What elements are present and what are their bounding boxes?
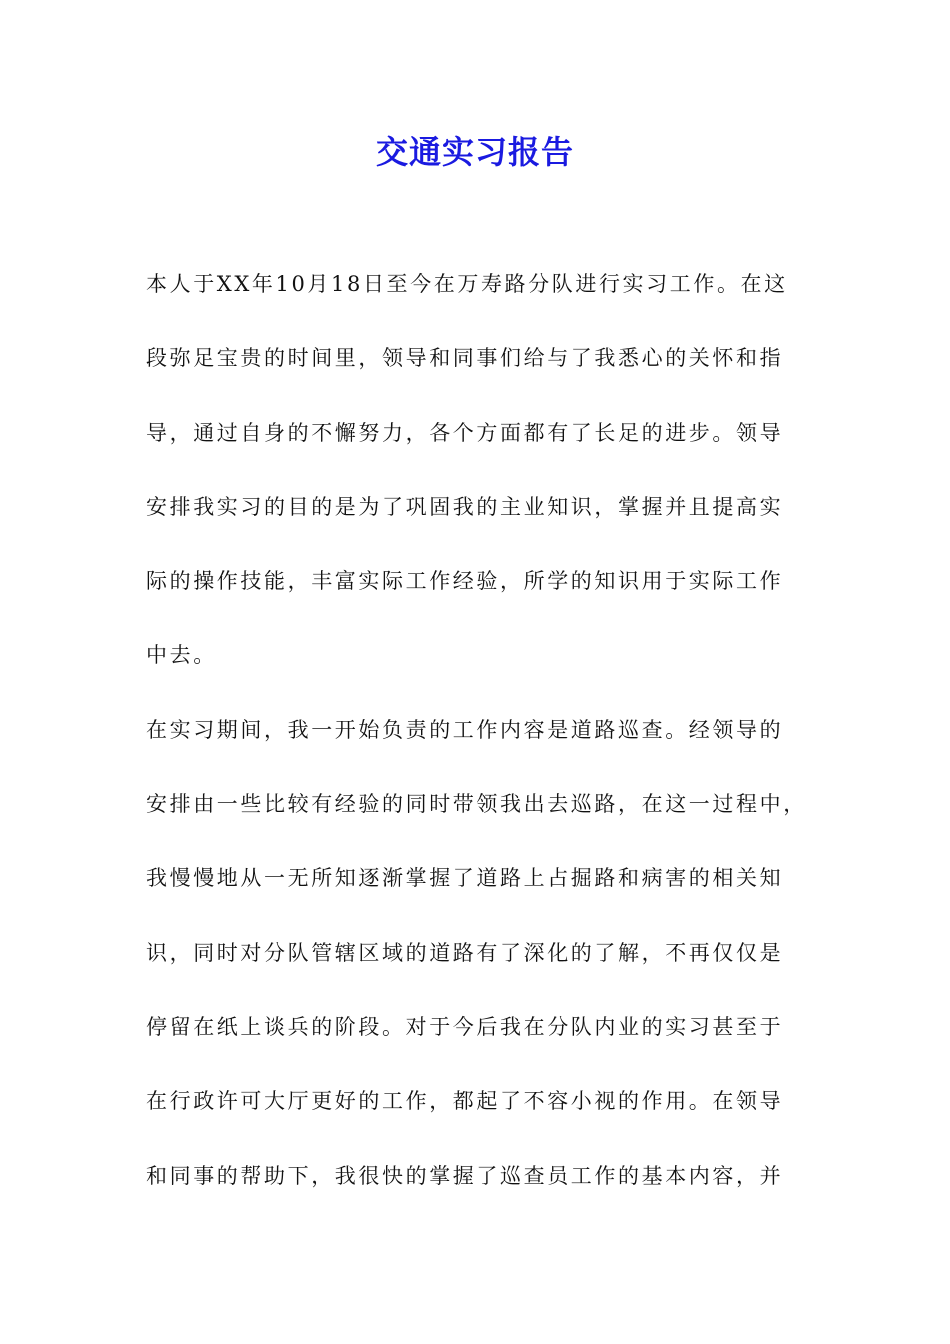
text-line: 安排我实习的目的是为了巩固我的主业知识，掌握并且提高实 (146, 494, 784, 519)
text-line: 导，通过自身的不懈努力，各个方面都有了长足的进步。领导 (146, 420, 784, 445)
text-line: 段弥足宝贵的时间里，领导和同事们给与了我悉心的关怀和指 (146, 346, 784, 371)
text-line: 本人于XX年10月18日至今在万寿路分队进行实习工作。在这 (146, 272, 788, 296)
text-line: 际的操作技能，丰富实际工作经验，所学的知识用于实际工作 (146, 569, 784, 594)
text-line: 停留在纸上谈兵的阶段。对于今后我在分队内业的实习甚至于 (146, 1014, 784, 1039)
text-line: 在行政许可大厅更好的工作，都起了不容小视的作用。在领导 (146, 1089, 784, 1114)
text-line: 我慢慢地从一无所知逐渐掌握了道路上占掘路和病害的相关知 (146, 866, 784, 891)
document-body (146, 260, 816, 1226)
text-line: 和同事的帮助下，我很快的掌握了巡查员工作的基本内容，并 (146, 1163, 784, 1188)
text-line: 中去。 (146, 643, 217, 668)
text-line: 安排由一些比较有经验的同时带领我出去巡路，在这一过程中， (146, 792, 807, 817)
text-line: 识，同时对分队管辖区域的道路有了深化的了解，不再仅仅是 (146, 940, 784, 965)
document-title: 交通实习报告 (375, 133, 574, 171)
text-line: 在实习期间，我一开始负责的工作内容是道路巡查。经领导的 (146, 717, 784, 742)
